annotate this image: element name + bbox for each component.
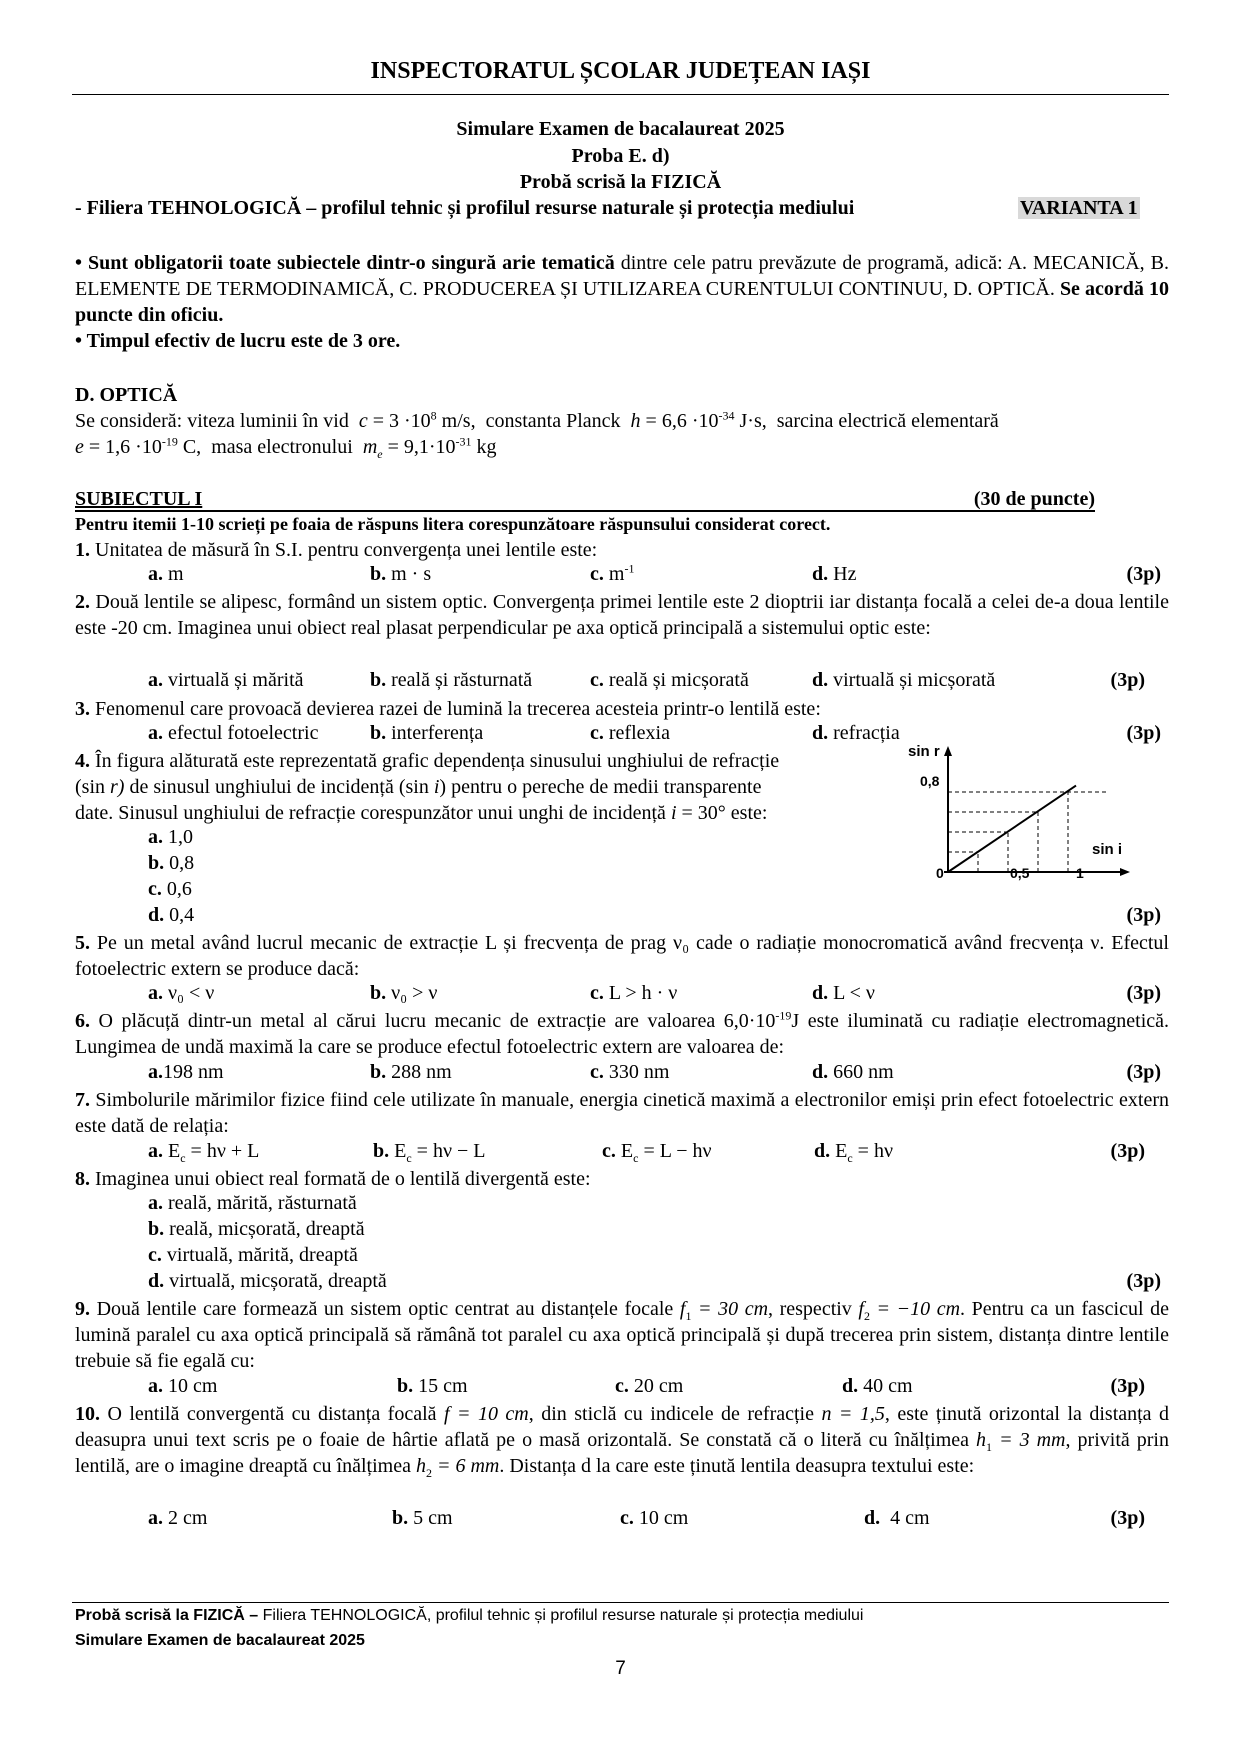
q4-text: 4. În figura alăturată este reprezentată grafic dependența sinusului unghiului de refracție (sin r) de sinusul unghiului de incidență (sin i) pentru o pereche de medii transparente date. Sinusul unghiului de refracție corespunzător unui unghi de incidență i = 30° este: (75, 750, 780, 824)
e-text: sarcina electrică elementară (776, 410, 999, 432)
q6-points: (3p) (1126, 1061, 1161, 1083)
c-value: = 3 ·10 (367, 410, 431, 432)
q1-option-c[interactable]: c. $m^{-1}$ (590, 561, 635, 585)
q2-points: (3p) (1110, 669, 1145, 691)
q9-option-b[interactable]: b. 15 cm (397, 1375, 468, 1397)
q1-points: (3p) (1126, 563, 1161, 585)
q5-text: 5. Pe un metal având lucrul mecanic de extracție L și frecvența de prag ν₀ cade o radiație monocromatică având frecvența ν. Efectul fotoelectric extern se produce dacă: (75, 932, 1169, 980)
instructions-paragraph (75, 250, 1169, 328)
instr-bold2: Se acordă 10 puncte din oficiu. (75, 278, 1169, 326)
q3-stem: Fenomenul care provoacă devierea razei de lumină la trecerea acesteia printr-o lentilă este: (90, 698, 821, 720)
q3-option-b[interactable]: b. interferența (370, 722, 484, 744)
q2-option-a[interactable]: a. virtuală și mărită (148, 669, 304, 691)
m-text: masa electronului (211, 436, 353, 458)
q9-points: (3p) (1110, 1375, 1145, 1397)
q6-option-a[interactable]: a.198 nm (148, 1061, 224, 1083)
footer-line2: Simulare Examen de bacalaureat 2025 (75, 1632, 365, 1649)
q2-option-d[interactable]: d. virtuală și micșorată (812, 669, 996, 691)
q8-option-d[interactable]: d. virtuală, micșorată, dreaptă (148, 1270, 387, 1292)
variant-label: VARIANTA 1 (1020, 197, 1138, 219)
const-c-text: Se consideră: viteza luminii în vid (75, 410, 349, 432)
q7-option-d[interactable]: d. $E_c = h\nu$ (814, 1140, 893, 1165)
e-value: = 1,6 ·10 (83, 436, 162, 458)
q10-option-c[interactable]: c. 10 cm (620, 1507, 689, 1529)
grid-lines (948, 792, 1108, 872)
q3-option-c[interactable]: c. reflexia (590, 722, 670, 744)
q3-option-d[interactable]: d. refracția (812, 722, 900, 744)
c-unit: m/s, (436, 410, 476, 432)
instr-bold: • Sunt obligatorii toate subiectele dintr-o singură arie tematică (75, 252, 615, 274)
q8-option-c[interactable]: c. virtuală, mărită, dreaptă (148, 1244, 358, 1266)
q6-option-d[interactable]: d. 660 nm (812, 1061, 894, 1083)
exam-line3: Probă scrisă la FIZICĂ (519, 171, 722, 193)
q1-num: 1. (75, 539, 90, 561)
data-line (948, 786, 1076, 872)
q3-num: 3. (75, 698, 90, 720)
x-axis-arrow (1120, 868, 1130, 876)
q6-option-c[interactable]: c. 330 nm (590, 1061, 670, 1083)
q5-points: (3p) (1126, 982, 1161, 1004)
q10-option-b[interactable]: b. 5 cm (392, 1507, 453, 1529)
q4-graph (900, 742, 1140, 882)
subject-title: SUBIECTUL I (75, 488, 203, 510)
h-exp: -34 (718, 408, 735, 423)
h-unit: J·s, (734, 410, 767, 432)
q7-points: (3p) (1110, 1140, 1145, 1162)
q8-option-b[interactable]: b. reală, micșorată, dreaptă (148, 1218, 365, 1240)
q2-stem: Două lentile se alipesc, formând un sistem optic. Convergența primei lentile este 2 dioptrii iar distanța focală a celei de-a doua lentile este -20 cm. Imaginea unui obiect real plasat perpendicular pe axa optică principală a sistemului optic este: (75, 591, 1169, 639)
q7-option-c[interactable]: c. $E_c = L - h\nu$ (602, 1140, 712, 1165)
section-title: D. OPTICĂ (75, 384, 178, 406)
x-axis-label: sin i (1092, 841, 1123, 858)
q3-option-a[interactable]: a. efectul fotoelectric (148, 722, 319, 744)
y-tick-label: 0,8 (920, 773, 940, 789)
header-rule (72, 94, 1169, 95)
h-value: = 6,6 ·10 (640, 410, 719, 432)
c-symbol: c (358, 410, 368, 432)
e-exp: -19 (161, 434, 178, 449)
q1-option-b[interactable]: b. m · s (370, 563, 432, 585)
exam-filiera: - Filiera TEHNOLOGICĂ – profilul tehnic și profilul resurse naturale și protecția mediului (75, 197, 855, 219)
exam-variant (1018, 197, 1140, 220)
y-axis-label: sin r (908, 743, 940, 760)
q8-points: (3p) (1126, 1270, 1161, 1292)
q10-option-d[interactable]: d. 4 cm (864, 1507, 930, 1529)
q4-points: (3p) (1126, 904, 1161, 926)
header-title: INSPECTORATUL ȘCOLAR JUDEȚEAN IAȘI (370, 58, 871, 84)
page-number: 7 (615, 1658, 626, 1679)
q10-option-a[interactable]: a. 2 cm (148, 1507, 208, 1529)
m-value: = 9,1·10 (382, 436, 456, 458)
x-tick-label-1: 0,5 (1010, 865, 1030, 881)
m-unit: kg (471, 436, 497, 458)
exam-line1: Simulare Examen de bacalaureat 2025 (456, 118, 785, 140)
q2-option-b[interactable]: b. reală și răsturnată (370, 669, 533, 691)
q1-text (75, 537, 1169, 563)
q2-num: 2. (75, 591, 90, 613)
q1-stem: Unitatea de măsură în S.I. pentru convergența unei lentile este: (90, 539, 598, 561)
q8-text: 8. Imaginea unui obiect real formată de o lentilă divergentă este: (75, 1168, 591, 1190)
q5-option-c[interactable]: c. L > h · ν (590, 982, 678, 1004)
q3-text (75, 696, 1169, 722)
q1-option-a[interactable]: a. m (148, 563, 184, 585)
q7-option-b[interactable]: b. $E_c = h\nu - L$ (373, 1140, 486, 1165)
y-axis-arrow (944, 746, 952, 756)
e-symbol: e (75, 436, 84, 458)
m-exp: -31 (455, 434, 472, 449)
m-symbol: m (362, 436, 378, 458)
q10-text: 10. O lentilă convergentă cu distanța focală f = 10 cm, din sticlă cu indicele de refracție n = 1,5, este ținută orizontal la distanța d deasupra unui text scris pe o foaie de hârtie aflată pe o masă orizontală. Se constată că o literă cu înălțimea $h_1 = 3$ mm, privită prin lentilă, are o imagine dreaptă cu înălțimea $h_2 = 6$ mm. Distanța d la care este ținută lentila deasupra textului este: (75, 1403, 1170, 1480)
subject-points: (30 de puncte) (973, 488, 1095, 510)
q9-option-a[interactable]: a. 10 cm (148, 1375, 218, 1397)
constants-line2 (75, 434, 1169, 460)
q4-option-a[interactable]: a. 1,0 (148, 826, 193, 848)
q10-points: (3p) (1110, 1507, 1145, 1529)
q8-option-a[interactable]: a. reală, mărită, răsturnată (148, 1192, 357, 1214)
q5-option-d[interactable]: d. L < ν (812, 982, 875, 1004)
q4-option-b[interactable]: b. 0,8 (148, 852, 195, 874)
q4-option-c[interactable]: c. 0,6 (148, 878, 192, 900)
q2-option-c[interactable]: c. reală și micșorată (590, 669, 749, 691)
e-unit: C, (177, 436, 202, 458)
c-exp: 8 (430, 408, 437, 423)
q5-option-a[interactable]: a. ν₀ < ν (148, 982, 215, 1004)
q6-text: 6. O plăcuță dintr-un metal al cărui lucru mecanic de extracție are valoarea $6,0\cdot 10^{-19}J$ este iluminată cu radiație electromagnetică. Lungimea de undă maximă la care se produce efectul fotoelectric extern are valoarea de: (75, 1008, 1169, 1058)
instr-rest: dintre cele patru prevăzute de programă, adică: A. MECANICĂ, B. ELEMENTE DE TERMODINAMICĂ, C. PRODUCEREA ȘI UTILIZAREA CURENTULUI CONTINUU, D. OPTICĂ. (75, 252, 1169, 300)
q9-option-d[interactable]: d. 40 cm (842, 1375, 913, 1397)
x-tick-label-2: 1 (1076, 865, 1084, 881)
footer-line1: Probă scrisă la FIZICĂ – Filiera TEHNOLOGICĂ, profilul tehnic și profilul resurse naturale și protecția mediului (75, 1607, 864, 1624)
q6-option-b[interactable]: b. 288 nm (370, 1061, 452, 1083)
instr-time: • Timpul efectiv de lucru este de 3 ore. (75, 330, 401, 352)
m-sub: e (377, 447, 383, 461)
q3-points: (3p) (1126, 722, 1161, 744)
origin-label: 0 (936, 865, 944, 881)
q9-text: 9. Două lentile care formează un sistem optic centrat au distanțele focale $f_1 = 30$ cm, respectiv $f_2 = -10$ cm. Pentru ca un fascicul de lumină paralel cu axa optică principală să rămână tot paralel cu axa optică principală și după trecerea prin sistem, distanța dintre lentile trebuie să fie egală cu: (75, 1298, 1169, 1372)
constants-line1 (75, 408, 1169, 434)
h-text: constanta Planck (485, 410, 621, 432)
q4-option-d[interactable]: d. 0,4 (148, 904, 195, 926)
exam-line2: Proba E. d) (571, 145, 670, 167)
h-symbol: h (630, 410, 641, 432)
q2-text (75, 589, 1169, 641)
q5-option-b[interactable]: b. ν₀ > ν (370, 982, 438, 1004)
q1-option-d[interactable]: d. Hz (812, 563, 857, 585)
q7-option-a[interactable]: a. $E_c = h\nu + L$ (148, 1140, 260, 1165)
subject-heading (75, 488, 1095, 512)
subject-instruction: Pentru itemii 1-10 scrieți pe foaia de răspuns litera corespunzătoare răspunsului considerat corect. (75, 514, 831, 534)
q9-option-c[interactable]: c. 20 cm (615, 1375, 684, 1397)
footer-rule (72, 1602, 1169, 1603)
q7-text: 7. Simbolurile mărimilor fizice fiind cele utilizate în manuale, energia cinetică maximă a electronilor emiși prin efect fotoelectric extern este dată de relația: (75, 1089, 1169, 1137)
